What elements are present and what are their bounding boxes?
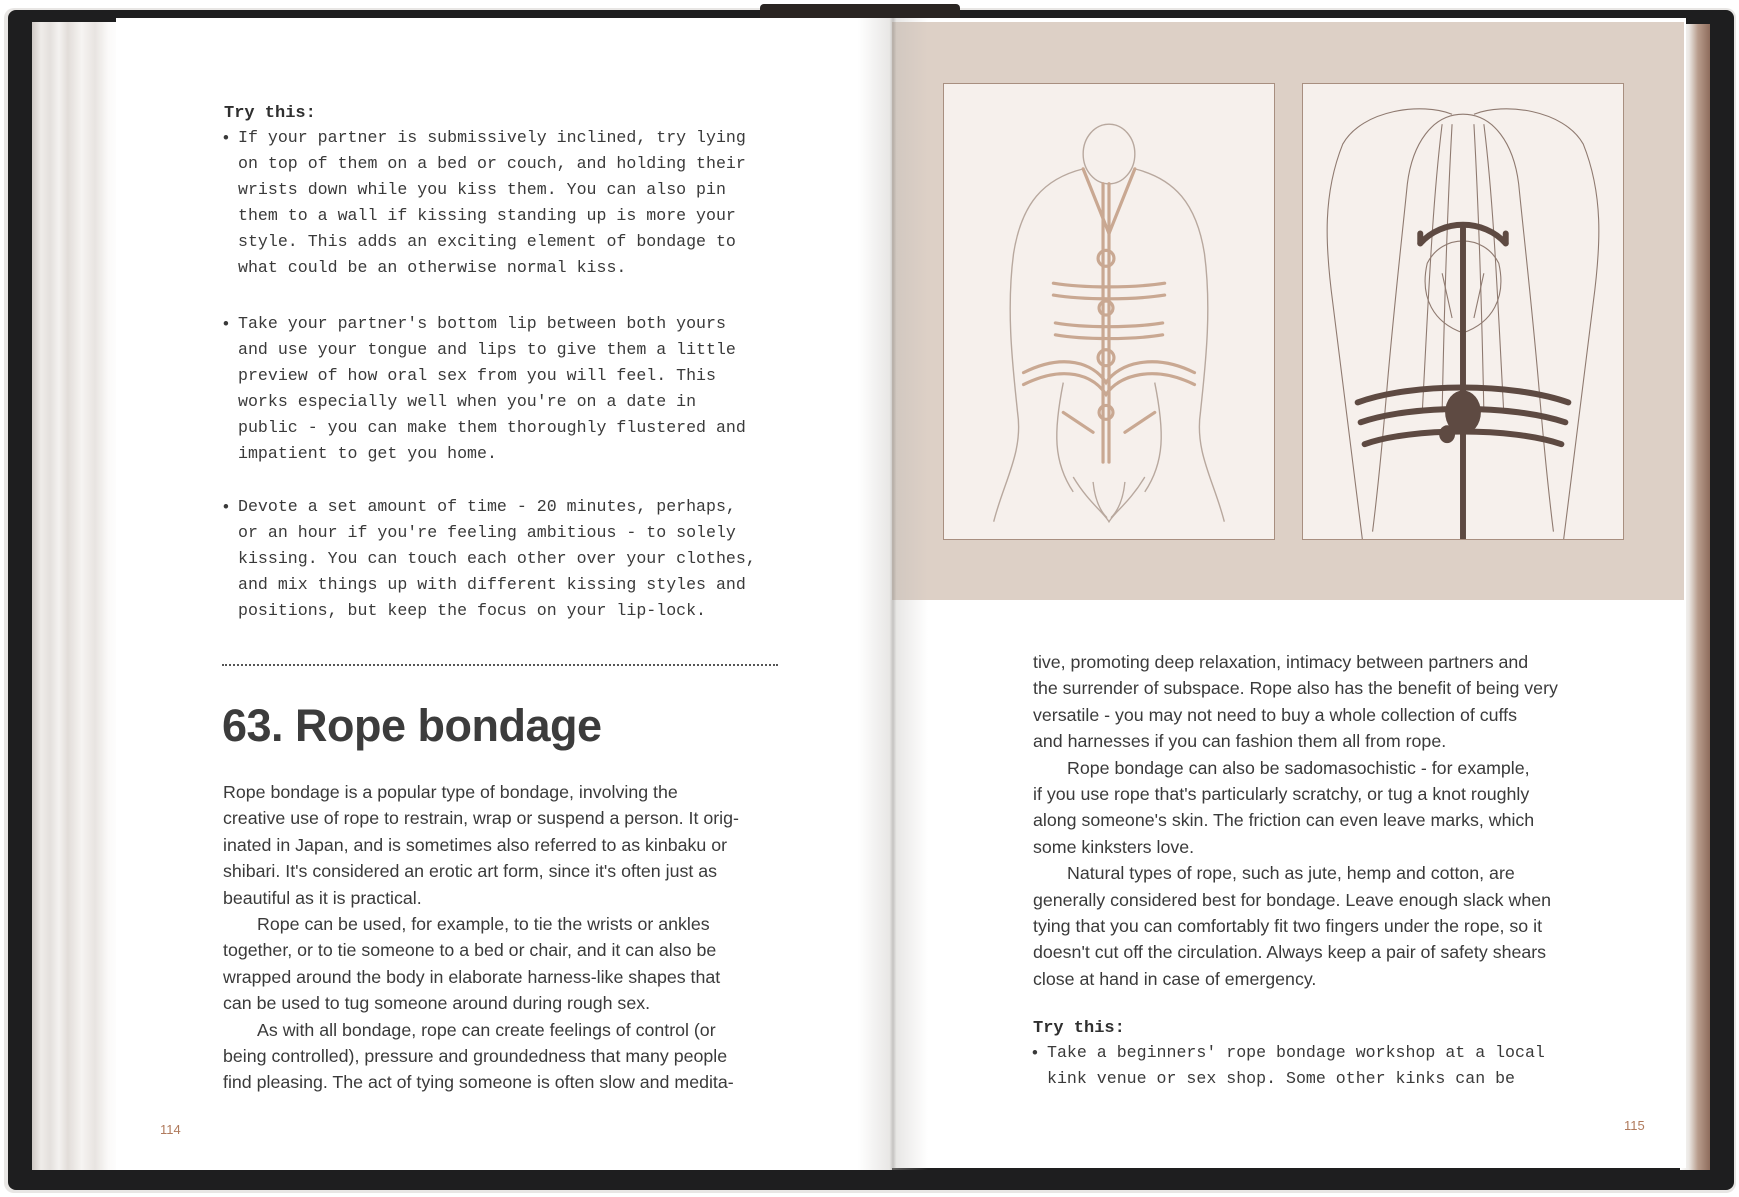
body-line: close at hand in case of emergency. — [1033, 968, 1317, 989]
bullet-line: preview of how oral sex from you will feel. This — [238, 366, 716, 385]
body-line: wrapped around the body in elaborate harness-like shapes that — [223, 966, 721, 987]
body-line: beautiful as it is practical. — [223, 887, 422, 908]
bullet-line: wrists down while you kiss them. You can also pin — [238, 180, 726, 199]
body-line: Rope bondage is a popular type of bondage, involving the — [223, 782, 678, 802]
page-number-left: 114 — [160, 1122, 181, 1137]
bullet-line: or an hour if you're feeling ambitious - to solely — [238, 523, 736, 542]
body-line: being controlled), pressure and groundedness that many people — [223, 1046, 728, 1067]
body-line: tive, promoting deep relaxation, intimacy between partners and — [1033, 652, 1529, 672]
body-line: and harnesses if you can fashion them all from rope. — [1033, 731, 1447, 752]
bullet-line: kink venue or sex shop. Some other kinks can be — [1047, 1069, 1516, 1088]
bullet-dot: • — [223, 128, 229, 147]
bullet-line: style. This adds an exciting element of bondage to — [238, 232, 736, 251]
bullet-item-3 — [223, 494, 756, 624]
bullet-line: Devote a set amount of time - 20 minutes, perhaps, — [238, 497, 736, 516]
body-line: the surrender of subspace. Rope also has the benefit of being very — [1033, 678, 1558, 699]
bullet-line: kissing. You can touch each other over your clothes, — [238, 549, 756, 568]
body-line: inated in Japan, and is sometimes also referred to as kinbaku or — [223, 834, 728, 855]
page-number-right: 115 — [1624, 1118, 1645, 1133]
body-line: some kinksters love. — [1033, 836, 1195, 857]
bullet-line: Take your partner's bottom lip between both yours — [238, 314, 726, 333]
bullet-item-1 — [223, 125, 746, 281]
body-line: along someone's skin. The friction can even leave marks, which — [1033, 810, 1535, 831]
body-line: find pleasing. The act of tying someone is often slow and medita- — [223, 1072, 734, 1093]
bullet-line: and use your tongue and lips to give them a little — [238, 340, 736, 359]
bullet-line: Take a beginners' rope bondage workshop at a local — [1047, 1043, 1545, 1062]
bullet-dot: • — [1032, 1043, 1038, 1062]
left-page-edges — [32, 22, 122, 1170]
bullet-line: and mix things up with different kissing styles and — [238, 575, 746, 594]
right-body-text — [1033, 649, 1558, 992]
body-line: can be used to tug someone around during rough sex. — [223, 993, 651, 1014]
bullet-line: positions, but keep the focus on your lip-lock. — [238, 601, 707, 620]
bullet-item-2 — [223, 311, 746, 467]
body-line: versatile - you may not need to buy a whole collection of cuffs — [1033, 704, 1517, 725]
body-line: Natural types of rope, such as jute, hemp and cotton, are — [1067, 863, 1515, 884]
bullet-dot: • — [223, 314, 229, 333]
body-line: Rope can be used, for example, to tie the wrists or ankles — [257, 914, 710, 935]
try-this-heading-left: Try this: — [224, 104, 316, 123]
back-tie-drawing — [944, 84, 1274, 539]
section-heading: 63. Rope bondage — [222, 700, 602, 751]
body-line: if you use rope that's particularly scratchy, or tug a knot roughly — [1033, 784, 1530, 805]
arms-tie-drawing — [1303, 84, 1623, 539]
section-divider — [222, 664, 778, 666]
bullet-line: works especially well when you're on a date in — [238, 392, 697, 411]
body-line: generally considered best for bondage. Leave enough slack when — [1033, 889, 1551, 910]
body-line: doesn't cut off the circulation. Always keep a pair of safety shears — [1033, 942, 1547, 963]
try-this-heading-right: Try this: — [1033, 1019, 1125, 1038]
illustration-back-tie — [943, 83, 1275, 540]
bullet-dot: • — [223, 497, 229, 516]
left-body-text — [223, 779, 739, 1096]
bullet-line: what could be an otherwise normal kiss. — [238, 258, 627, 277]
bullet-item-right — [1032, 1040, 1545, 1092]
body-line: tying that you can comfortably fit two fingers under the rope, so it — [1033, 916, 1543, 937]
bullet-line: impatient to get you home. — [238, 444, 497, 463]
bullet-line: public - you can make them thoroughly flustered and — [238, 418, 746, 437]
body-line: As with all bondage, rope can create feelings of control (or — [257, 1019, 716, 1040]
body-line: creative use of rope to restrain, wrap or suspend a person. It orig- — [223, 808, 739, 829]
illustration-arms-tie — [1302, 83, 1624, 540]
bullet-line: them to a wall if kissing standing up is more your — [238, 206, 736, 225]
bullet-line: If your partner is submissively inclined, try lying — [238, 128, 746, 147]
body-line: together, or to tie someone to a bed or chair, and it can also be — [223, 940, 717, 961]
bullet-line: on top of them on a bed or couch, and holding their — [238, 154, 746, 173]
body-line: Rope bondage can also be sadomasochistic - for example, — [1067, 757, 1530, 778]
body-line: shibari. It's considered an erotic art form, since it's often just as — [223, 861, 718, 882]
